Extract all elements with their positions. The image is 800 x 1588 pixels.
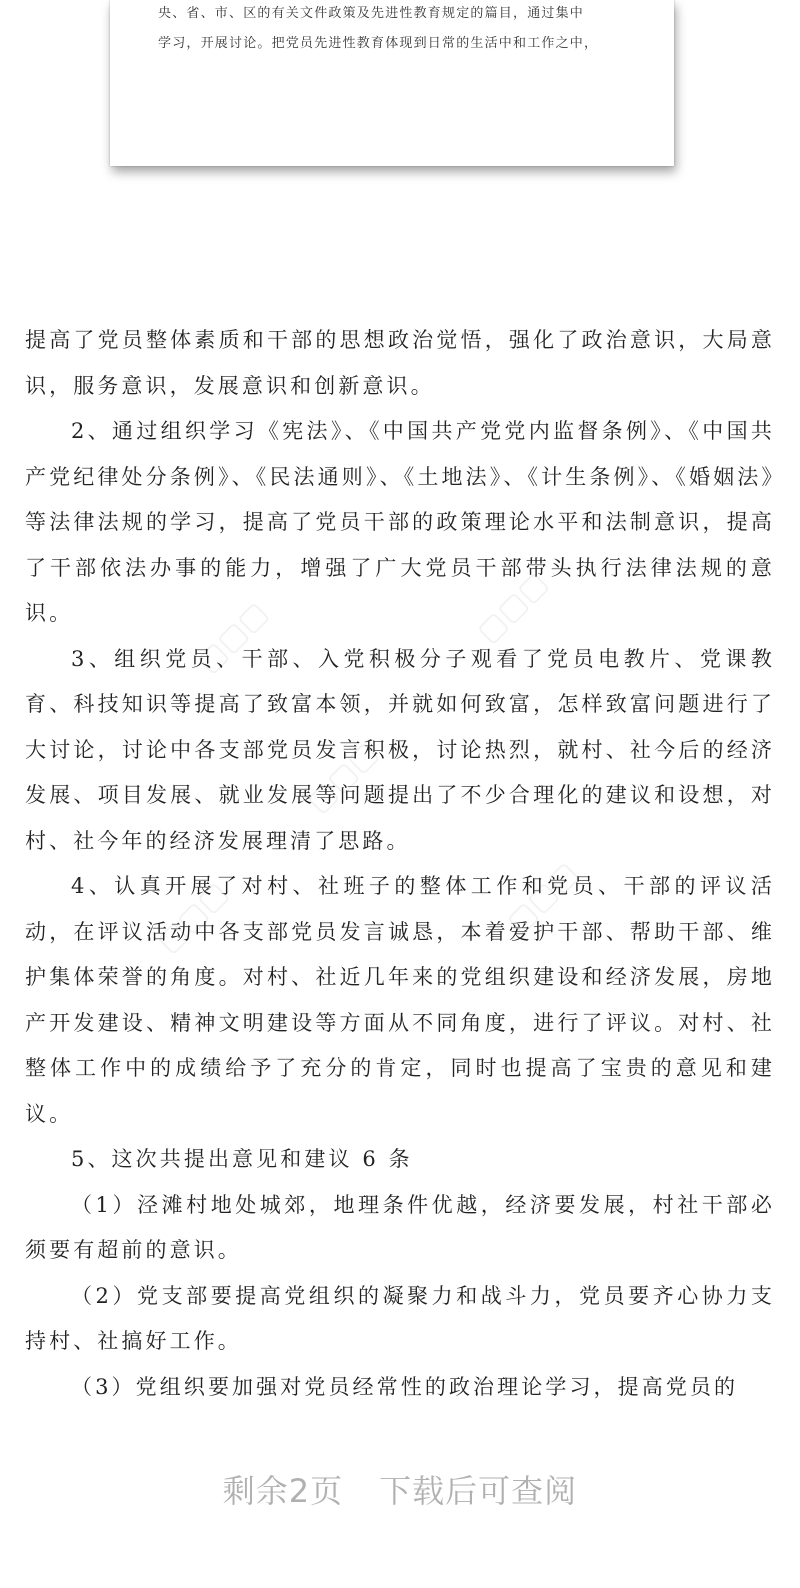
paragraph-item-3: 3、组织党员、干部、入党积极分子观看了党员电教片、党课教育、科技知识等提高了致富本领，并就如何致富，怎样致富问题进行了大讨论，讨论中各支部党员发言积极，讨论热烈，就村、社今后的经济发展、项目发展、就业发展等问题提出了不少合理化的建议和设想，对村、社今年的经济发展理清了思路。	[25, 646, 775, 853]
download-to-read-banner[interactable]	[0, 1466, 800, 1512]
preview-line-2: 学习，开展讨论。把党员先进性教育体现到日常的生活中和工作之中，	[158, 36, 599, 51]
suggestion-1: （1）泾滩村地处城郊，地理条件优越，经济要发展，村社干部必须要有超前的意识。	[25, 1192, 775, 1262]
download-prompt-text: 下载后可查阅	[379, 1472, 578, 1510]
paragraph-item-5: 5、这次共提出意见和建议 6 条	[71, 1147, 413, 1171]
watermark-logo: ▢▢▢	[190, 595, 275, 680]
remaining-pages-text: 剩余2页	[222, 1472, 344, 1510]
paragraph-continuation: 提高了党员整体素质和干部的思想政治觉悟，强化了政治意识，大局意识，服务意识，发展意识和创新意识。	[25, 328, 775, 398]
watermark-logo: ▢▢▢	[150, 875, 235, 960]
watermark-logo: ▢▢▢	[300, 735, 385, 820]
suggestion-3: （3）党组织要加强对党员经常性的政治理论学习，提高党员的	[71, 1374, 739, 1399]
preview-line-1: 央、省、市、区的有关文件政策及先进性教育规定的篇目，通过集中	[158, 6, 585, 21]
suggestion-2: （2）党支部要提高党组织的凝聚力和战斗力，党员要齐心协力支持村、社搞好工作。	[25, 1283, 775, 1353]
previous-page-preview	[110, 0, 674, 166]
paragraph-item-4: 4、认真开展了对村、社班子的整体工作和党员、干部的评议活动，在评议活动中各支部党员发言诚恳，本着爱护干部、帮助干部、维护集体荣誉的角度。对村、社近几年来的党组织建设和经济发展，房地产开发建设、精神文明建设等方面从不同角度，进行了评议。对村、社整体工作中的成绩给予了充分的肯定，同时也提高了宝贵的意见和建议。	[25, 874, 775, 1126]
document-body	[25, 318, 775, 1410]
watermark-logo: ▢▢▢	[470, 565, 555, 650]
watermark-logo: ▢▢▢	[500, 855, 585, 940]
paragraph-item-2: 2、通过组织学习《宪法》、《中国共产党党内监督条例》、《中国共产党纪律处分条例》、《民法通则》、《土地法》、《计生条例》、《婚姻法》等法律法规的学习，提高了党员干部的政策理论水平和法制意识，提高了干部依法办事的能力，增强了广大党员干部带头执行法律法规的意识。	[25, 419, 775, 625]
